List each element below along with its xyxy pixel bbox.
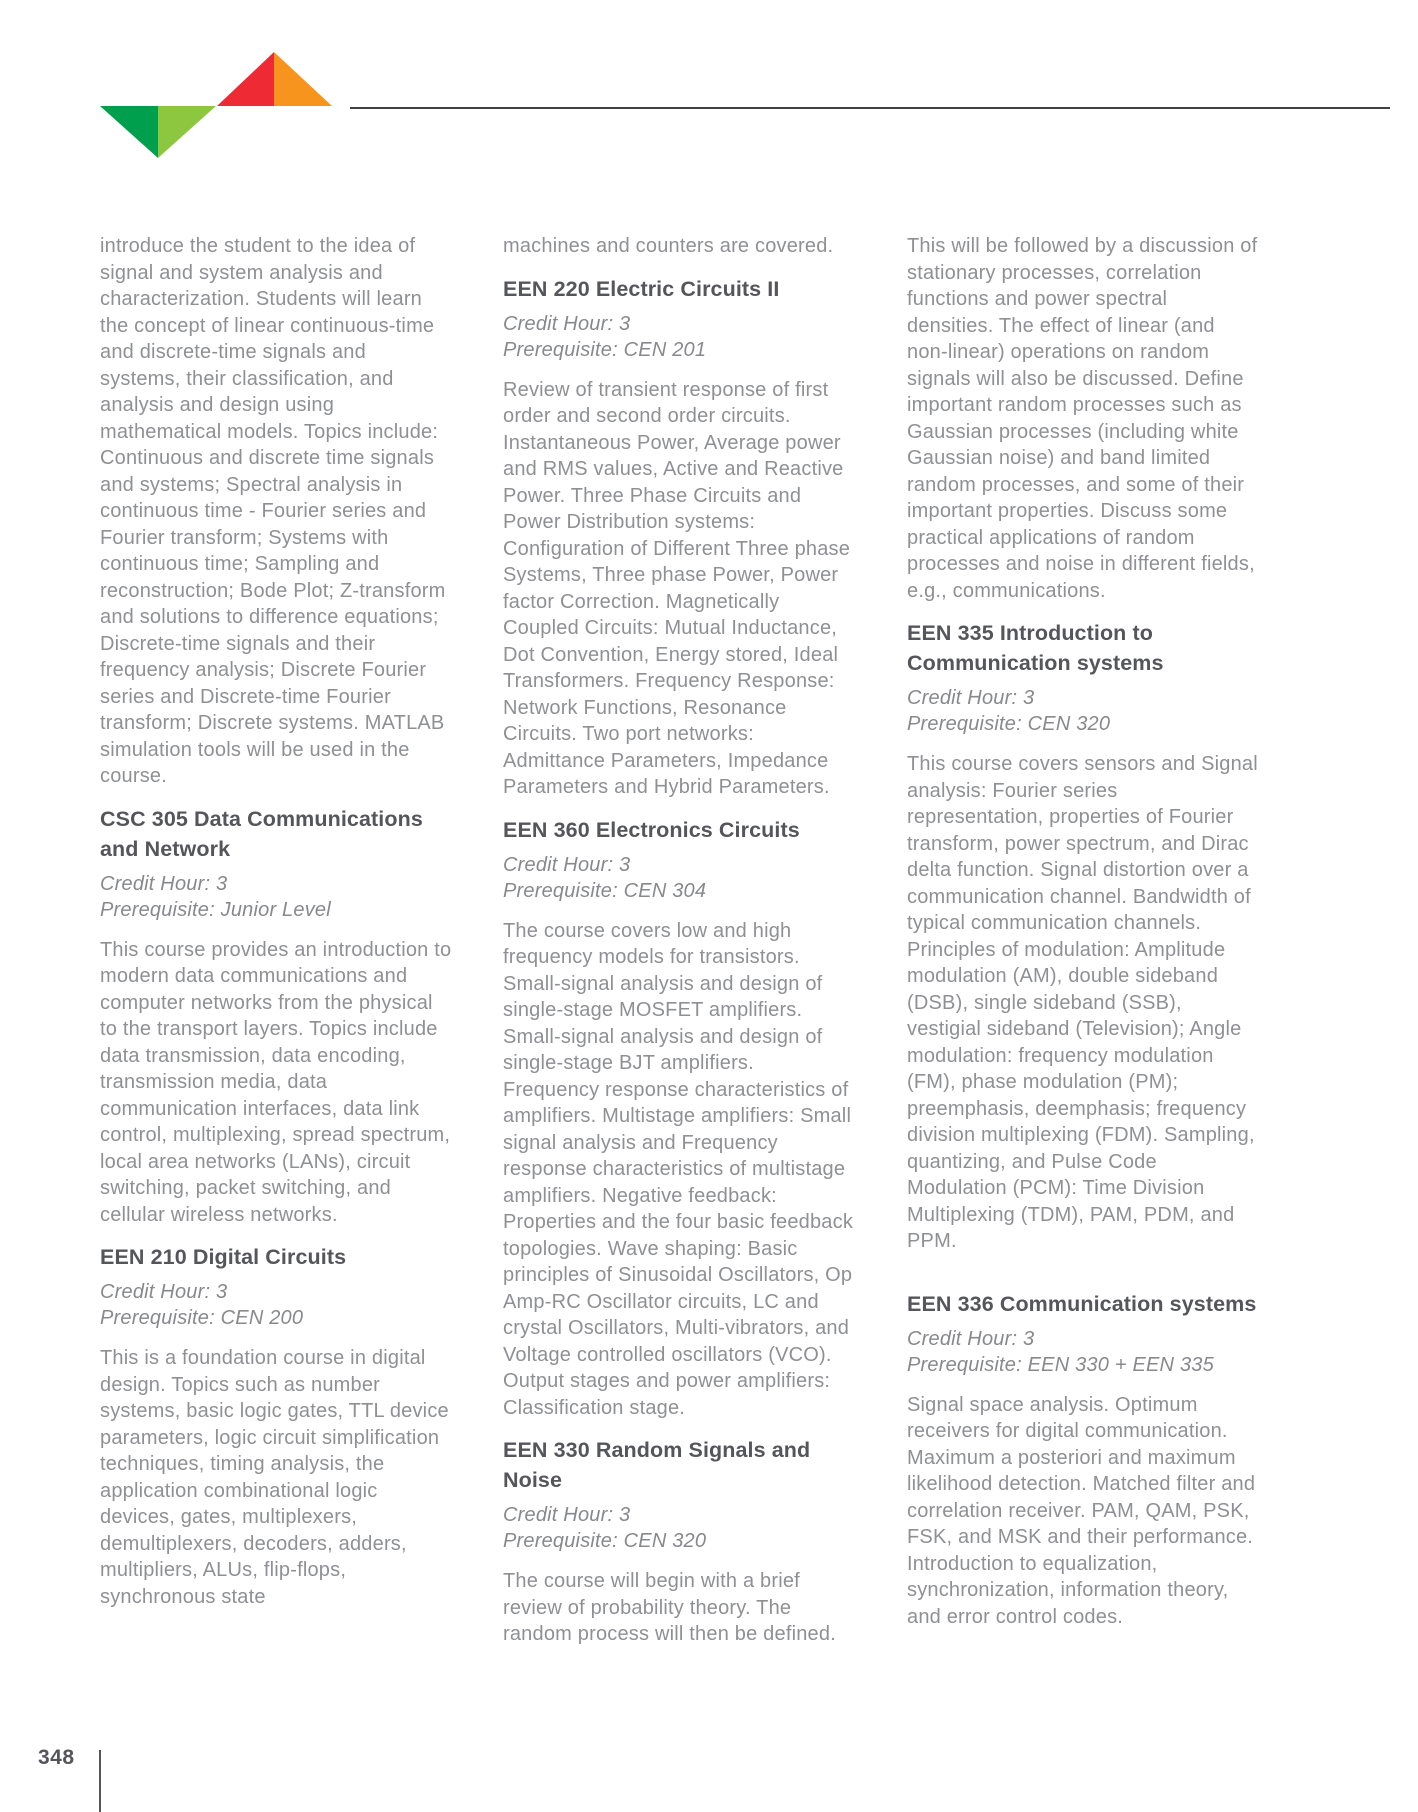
course-title: EEN 336 Communication systems — [907, 1291, 1257, 1316]
course-block — [907, 1289, 1259, 1631]
credit-hours-line: Credit Hour: 3 — [503, 853, 631, 876]
course-description: Review of transient response of first order and second order circuits. Instantaneous Power, Average power and RMS values, Active and Reactive Power. Three Phase Circuits and Power Distribution systems: Configuration of Different Three phase Systems, Three phase Power, Power factor Correction. Magnetically Coupled Circuits: Mutual Inductance, Dot Convention, Energy stored, Ideal Transformers. Frequency Response: Network Functions, Resonance Circuits. Two port networks: Admittance Parameters, Impedance Parameters and Hybrid Parameters. — [503, 378, 851, 798]
page-number: 348 — [38, 1746, 75, 1769]
course-block — [503, 815, 855, 1422]
course-meta — [100, 1279, 452, 1331]
prerequisite-line: Prerequisite: Junior Level — [100, 898, 331, 921]
course-title: EEN 210 Digital Circuits — [100, 1245, 347, 1269]
course-meta — [503, 852, 855, 904]
continuation-paragraph: This will be followed by a discussion of stationary processes, correlation functions and power spectral densities. The effect of linear (and non-linear) operations on random signals will also be discussed. Define important random processes such as Gaussian processes (including white Gaussian noise) and band limited random processes, and some of their important properties. Discuss some practical applications of random processes and noise in different fields, e.g., communications. — [907, 235, 1258, 602]
course-description: This is a foundation course in digital design. Topics such as number systems, basic logic gates, TTL device parameters, logic circuit simplification techniques, timing analysis, the application combinational logic devices, gates, multiplexers, demultiplexers, decoders, adders, multipliers, ALUs, flip-flops, synchronous state — [100, 1347, 449, 1608]
logo-triangle-lightgreen-icon — [158, 106, 216, 158]
course-block — [100, 804, 452, 1229]
course-description: Signal space analysis. Optimum receivers for digital communication. Maximum a posteriori and maximum likelihood detection. Matched filter and correlation receiver. PAM, QAM, PSK, FSK, and MSK and their performance. Introduction to equalization, synchronization, information theory, and error control codes. — [907, 1393, 1256, 1628]
course-meta — [503, 311, 855, 363]
course-title: EEN 220 Electric Circuits II — [503, 276, 780, 301]
credit-hours-line: Credit Hour: 3 — [100, 872, 228, 895]
header-rule — [350, 107, 1390, 109]
course-meta — [907, 1326, 1259, 1378]
course-block — [100, 1242, 452, 1610]
course-title: EEN 360 Electronics Circuits — [503, 817, 800, 842]
prerequisite-line: Prerequisite: CEN 200 — [100, 1307, 304, 1329]
column-1 — [100, 233, 452, 1713]
course-meta — [100, 871, 452, 923]
course-description: The course covers low and high frequency models for transistors. Small-signal analysis and design of single-stage MOSFET amplifiers. Small-signal analysis and design of single-stage BJT amplifiers. Frequency response characteristics of amplifiers. Multistage amplifiers: Small signal analysis and Frequency response characteristics of multistage amplifiers. Negative feedback: Properties and the four basic feedback topologies. Wave shaping: Basic principles of Sinusoidal Oscillators, Op Amp-RC Oscillator circuits, LC and crystal Oscillators, Multi-vibrators, and Voltage controlled oscillators (VCO). Output stages and power amplifiers: Classification stage. — [503, 919, 854, 1419]
credit-hours-line: Credit Hour: 3 — [503, 1504, 631, 1526]
course-block — [503, 1435, 855, 1648]
logo-triangle-red-icon — [217, 52, 274, 106]
column-2 — [503, 233, 855, 1713]
prerequisite-line: Prerequisite: CEN 320 — [503, 1530, 707, 1552]
logo — [100, 52, 332, 158]
course-meta — [503, 1502, 855, 1554]
continuation-paragraph: introduce the student to the idea of signal and system analysis and characterization. Students will learn the concept of linear continuous-time and discrete-time signals and systems, their classification, and analysis and design using mathematical models. Topics include: Continuous and discrete time signals and systems; Spectral analysis in continuous time - Fourier series and Fourier transform; Systems with continuous time; Sampling and reconstruction; Bode Plot; Z-transform and solutions to difference equations; Discrete-time signals and their frequency analysis; Discrete Fourier series and Discrete-time Fourier transform; Discrete systems. MATLAB simulation tools will be used in the course. — [100, 235, 446, 787]
logo-triangle-green-icon — [100, 106, 158, 158]
column-3 — [907, 233, 1259, 1713]
course-description: The course will begin with a brief review of probability theory. The random process will then be defined. — [503, 1570, 836, 1645]
prerequisite-line: Prerequisite: CEN 304 — [503, 879, 707, 902]
course-title: EEN 330 Random Signals and Noise — [503, 1438, 811, 1492]
course-block — [907, 618, 1259, 1255]
course-title: CSC 305 Data Communications and Network — [100, 806, 423, 861]
prerequisite-line: Prerequisite: EEN 330 + EEN 335 — [907, 1353, 1214, 1376]
continuation-paragraph: machines and counters are covered. — [503, 235, 834, 257]
logo-triangle-orange-icon — [274, 52, 332, 106]
course-description: This course covers sensors and Signal analysis: Fourier series representation, properties of Fourier transform, power spectrum, and Dirac delta function. Signal distortion over a communication channel. Bandwidth of typical communication channels. Principles of modulation: Amplitude modulation (AM), double sideband (DSB), single sideband (SSB), vestigial sideband (Television); Angle modulation: frequency modulation (FM), phase modulation (PM); preemphasis, deemphasis; frequency division multiplexing (FDM). Sampling, quantizing, and Pulse Code Modulation (PCM): Time Division Multiplexing (TDM), PAM, PDM, and PPM. — [907, 753, 1258, 1252]
course-meta — [907, 685, 1259, 737]
credit-hours-line: Credit Hour: 3 — [907, 687, 1035, 709]
prerequisite-line: Prerequisite: CEN 320 — [907, 713, 1111, 735]
credit-hours-line: Credit Hour: 3 — [100, 1281, 228, 1303]
credit-hours-line: Credit Hour: 3 — [907, 1327, 1035, 1350]
course-block — [503, 274, 855, 801]
prerequisite-line: Prerequisite: CEN 201 — [503, 338, 707, 361]
footer-rule — [99, 1750, 101, 1812]
credit-hours-line: Credit Hour: 3 — [503, 312, 631, 335]
course-description: This course provides an introduction to modern data communications and computer networks from the physical to the transport layers. Topics include data transmission, data encoding, transmission media, data communication interfaces, data link control, multiplexing, spread spectrum, local area networks (LANs), circuit switching, packet switching, and cellular wireless networks. — [100, 938, 452, 1226]
course-title: EEN 335 Introduction to Communication systems — [907, 621, 1164, 675]
